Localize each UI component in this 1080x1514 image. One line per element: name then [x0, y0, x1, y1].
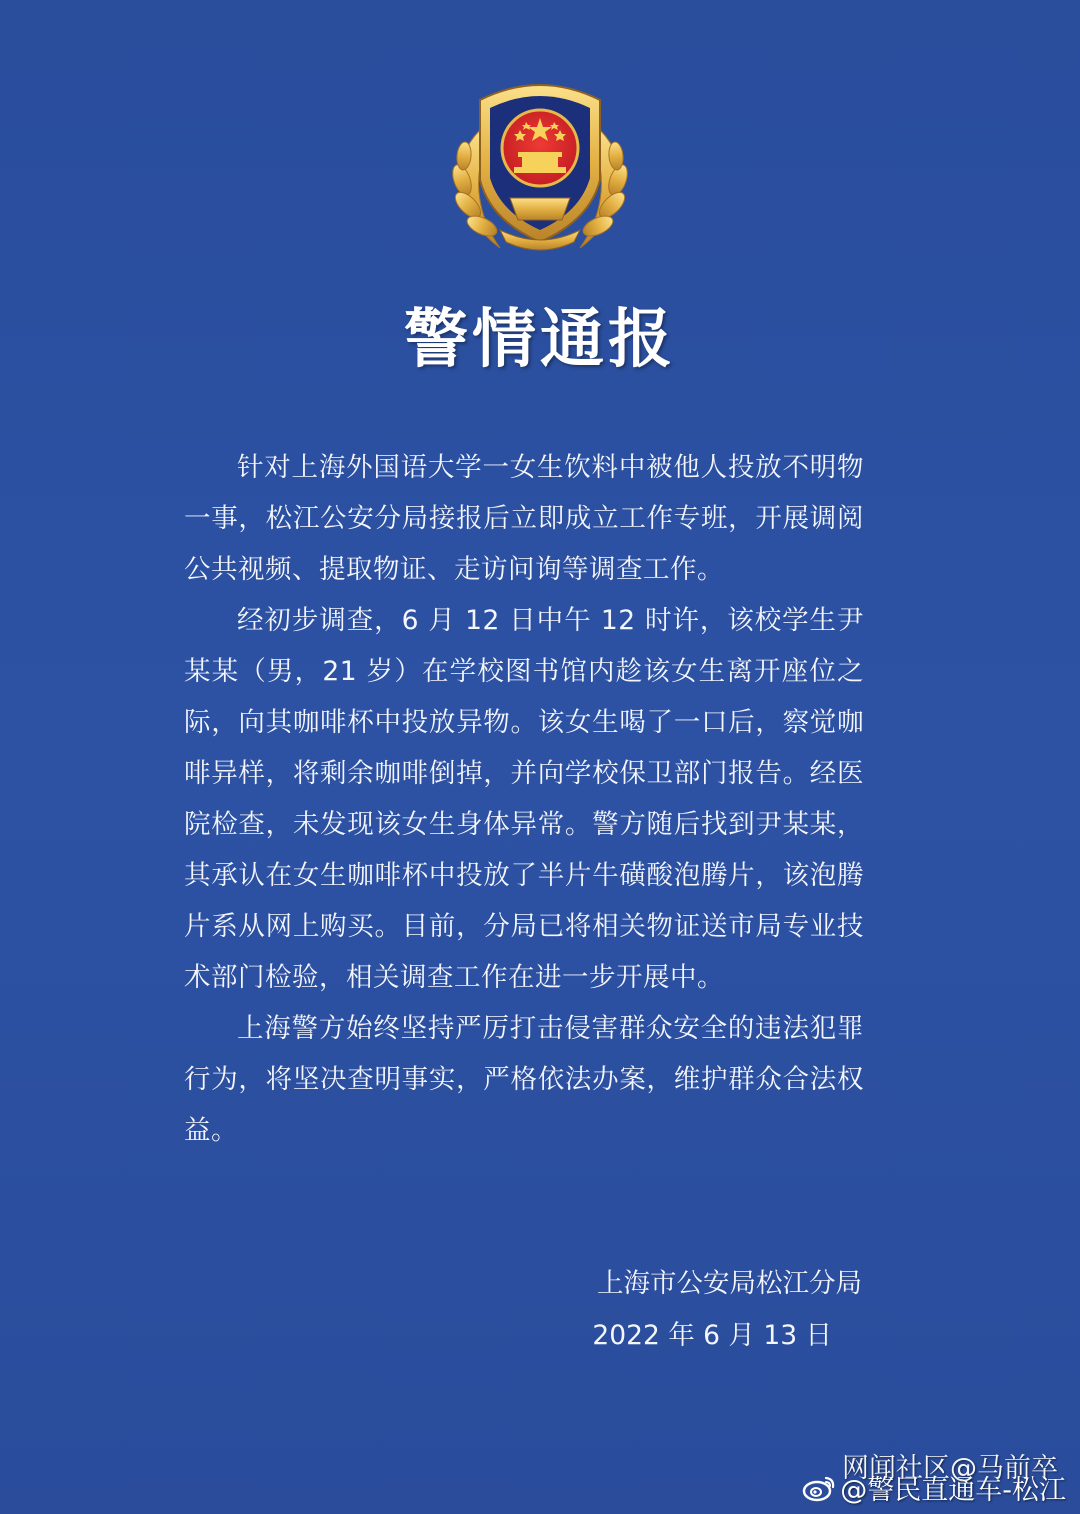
paragraph-3: 上海警方始终坚持严厉打击侵害群众安全的违法犯罪行为，将坚决查明事实，严格依法办案，维护群众合法权益。	[184, 1013, 864, 1146]
weibo-icon	[802, 1474, 836, 1502]
watermark-line-1: 网闻社区@马前卒	[842, 1453, 1058, 1484]
signature-block	[592, 1258, 862, 1362]
paragraph-1: 针对上海外国语大学一女生饮料中被他人投放不明物一事，松江公安分局接报后立即成立工作专班，开展调阅公共视频、提取物证、走访问询等调查工作。	[184, 452, 864, 585]
watermark-line-2-wrap	[802, 1468, 1066, 1507]
police-emblem-icon	[440, 70, 640, 260]
paragraph-2: 经初步调查，6 月 12 日中午 12 时许，该校学生尹某某（男，21 岁）在学校图书馆内趁该女生离开座位之际，向其咖啡杯中投放异物。该女生喝了一口后，察觉咖啡异样，将剩余咖啡倒掉，并向学校保卫部门报告。经医院检查，未发现该女生身体异常。警方随后找到尹某某，其承认在女生咖啡杯中投放了半片牛磺酸泡腾片，该泡腾片系从网上购买。目前，分局已将相关物证送市局专业技术部门检验，相关调查工作在进一步开展中。	[184, 605, 864, 993]
issuer-name: 上海市公安局松江分局	[597, 1268, 862, 1299]
notice-body	[184, 442, 864, 1156]
issue-date: 2022 年 6 月 13 日	[592, 1320, 832, 1351]
watermark	[766, 1446, 1066, 1510]
page-title: 警情通报	[404, 303, 676, 377]
watermark-line-2: @警民直通车-松江	[840, 1475, 1066, 1506]
